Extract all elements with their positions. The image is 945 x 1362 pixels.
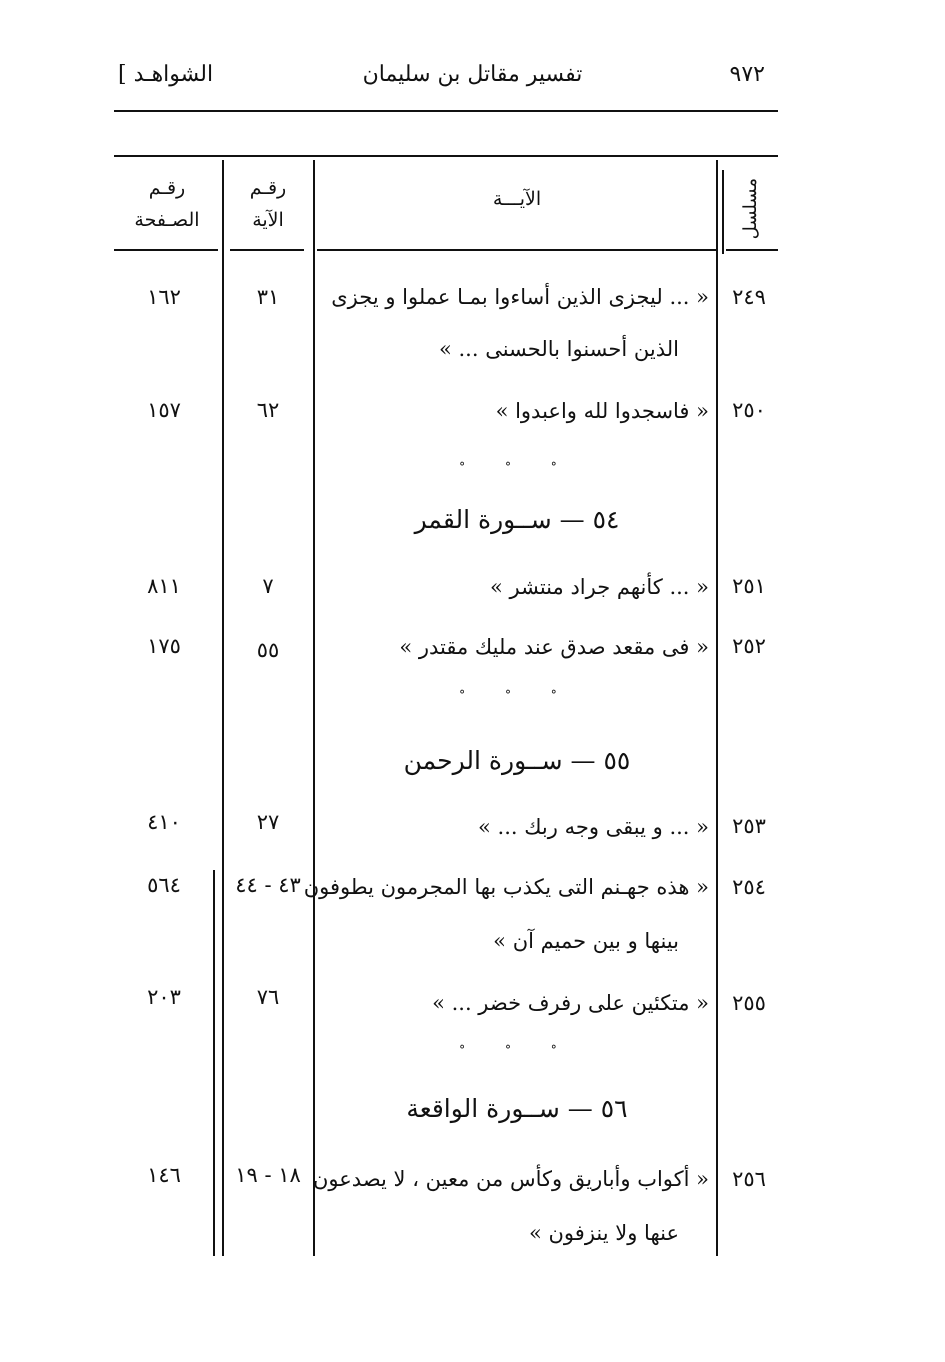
- column-divider: [722, 170, 724, 254]
- aya-text: « هذه جهـنم التى يكذب بها المجرمون يطوفون: [303, 875, 709, 899]
- col-header-aya: الآيـــة: [492, 188, 542, 210]
- page-ref: ١٤٦: [147, 1163, 181, 1187]
- page-ref: ٤١٠: [147, 810, 181, 834]
- aya-number: ٦٢: [256, 398, 280, 422]
- separator: ° ° °: [459, 688, 575, 702]
- page-ref: ١٥٧: [147, 398, 181, 422]
- aya-text: « ... ليجزى الذين أساءوا بمـا عملوا و يجزى: [331, 285, 709, 309]
- aya-text: « ... كأنهم جراد منتشر »: [490, 575, 709, 599]
- page-ref: ١٧٥: [147, 634, 181, 658]
- aya-text: « أكواب وأباريق وكأس من معين ، لا يصدعون: [313, 1167, 709, 1191]
- page-ref: ٢٠٣: [147, 985, 181, 1009]
- aya-text: « فى مقعد صدق عند مليك مقتدر »: [399, 635, 709, 659]
- column-divider: [213, 870, 215, 1256]
- aya-number: ٧: [262, 574, 274, 598]
- page-ref: ٨١١: [147, 574, 181, 598]
- col-header-aya-number-line: رقـم: [249, 177, 287, 199]
- aya-number: ١٨ - ١٩: [235, 1163, 301, 1187]
- section-title: [ الشواهـد: [118, 62, 214, 87]
- col-header-serial: [726, 178, 776, 239]
- aya-text: « متكئين على رفرف خضر ... »: [432, 991, 709, 1015]
- serial-number: ٢٤٩: [732, 285, 766, 309]
- page-ref: ١٦٢: [147, 285, 181, 309]
- aya-text: الذين أحسنوا بالحسنى ... »: [438, 337, 679, 361]
- table-top-rule: [114, 155, 778, 157]
- serial-number: ٢٥٣: [732, 814, 766, 838]
- sura-heading: ٥٤ — ســورة القمر: [414, 505, 620, 534]
- aya-text: « فاسجدوا لله واعبدوا »: [495, 399, 709, 423]
- sura-heading: ٥٥ — ســورة الرحمن: [403, 746, 631, 775]
- col-header-aya-number-line: الآية: [252, 209, 284, 231]
- serial-number: ٢٥٦: [732, 1167, 766, 1191]
- aya-number: ٣١: [256, 285, 280, 309]
- col-header-aya-number: [224, 172, 312, 236]
- aya-number: ٢٧: [256, 810, 280, 834]
- page-number: ٩٧٢: [729, 62, 765, 87]
- serial-number: ٢٥٢: [732, 634, 766, 658]
- col-header-serial-text: مسلسل: [740, 178, 761, 240]
- serial-number: ٢٥٥: [732, 991, 766, 1015]
- head-rule-page: [114, 249, 218, 251]
- aya-number: ٧٦: [256, 985, 280, 1009]
- head-rule-serial: [726, 249, 778, 251]
- aya-number: ٤٣ - ٤٤: [235, 873, 301, 897]
- head-rule-aya: [317, 249, 717, 251]
- column-divider: [222, 160, 224, 1256]
- col-header-page-line: الصـفحة: [134, 209, 200, 231]
- separator: ° ° °: [459, 1043, 575, 1057]
- column-divider: [313, 160, 315, 1256]
- sura-heading: ٥٦ — ســورة الواقعة: [406, 1094, 628, 1123]
- book-title-text: تفسير مقاتل بن سليمان: [362, 62, 583, 87]
- column-divider: [716, 160, 718, 1256]
- aya-number: ٥٥: [256, 638, 280, 662]
- aya-text: بينها و بين حميم آن »: [493, 929, 679, 953]
- col-header-page-line: رقـم: [148, 177, 186, 199]
- head-rule-ayanum: [230, 249, 304, 251]
- page-ref: ٥٦٤: [147, 873, 181, 897]
- col-header-page: [114, 172, 220, 236]
- aya-text: عنها ولا ينزفون »: [528, 1221, 679, 1245]
- serial-number: ٢٥٠: [732, 398, 766, 422]
- header-rule: [114, 110, 778, 112]
- serial-number: ٢٥١: [732, 574, 766, 598]
- serial-number: ٢٥٤: [732, 875, 766, 899]
- aya-text: « ... و يبقى وجه ربك ... »: [478, 815, 709, 839]
- separator: ° ° °: [459, 460, 575, 474]
